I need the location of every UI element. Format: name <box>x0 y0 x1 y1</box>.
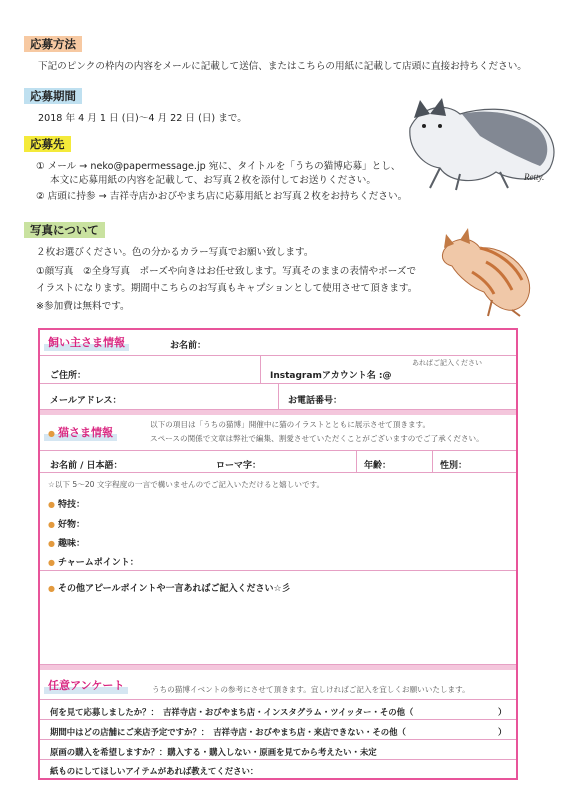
survey-q2-close: ） <box>498 727 507 737</box>
cat-note-2: スペースの関係で文章は弊社で編集、割愛させていただくことがございますのでご了承ください。 <box>150 434 484 443</box>
cat-details-hint: ☆以下 5〜20 文字程度の一言で構いませんのでご記入いただけると嬉しいです。 <box>48 480 325 489</box>
gray-cat-illustration <box>400 88 564 192</box>
photo-line-2: ①顔写真 ②全身写真 ポーズや向きはお任せ致します。写真そのままの表情やポーズで <box>36 266 417 277</box>
phone-field[interactable]: お電話番号： <box>288 396 343 406</box>
instagram-note: あればご記入ください <box>412 359 482 367</box>
destination-line-3: ② 店頭に持参 → 吉祥寺店かおびやまち店に応募用紙とお写真２枚をお持ちください。 <box>36 191 408 202</box>
survey-q1-row <box>40 700 516 720</box>
survey-q4[interactable]: 紙ものにしてほしいアイテムがあれば教えてください： <box>50 766 259 776</box>
photo-line-4: ※参加費は無料です。 <box>36 301 130 312</box>
survey-q4-row <box>40 760 516 778</box>
favorite-food-field[interactable]: ● 好物： <box>48 520 85 530</box>
appeal-box <box>40 571 516 665</box>
survey-section-title: 任意アンケート <box>44 678 128 694</box>
instagram-field[interactable]: Instagramアカウント名 :@ <box>270 371 392 381</box>
method-heading: 応募方法 <box>24 36 82 52</box>
contact-row <box>40 384 516 410</box>
email-field[interactable]: メールアドレス： <box>50 396 122 406</box>
cat-section-title: ● 猫さま情報 <box>44 425 117 441</box>
address-row <box>40 356 516 384</box>
application-form <box>38 328 518 780</box>
cat-name-row <box>40 451 516 473</box>
destination-line-1: ① メール → neko@papermessage.jp 宛に、タイトルを「うちの猫博応募」とし、 <box>36 161 401 172</box>
survey-q3-row <box>40 740 516 760</box>
hobby-field[interactable]: ● 趣味： <box>48 539 85 549</box>
skill-field[interactable]: ● 特技： <box>48 500 85 510</box>
cat-header-row <box>40 415 516 451</box>
paw-icon: ● <box>48 584 55 593</box>
survey-q2[interactable]: 期間中はどの店舗にご来店予定ですか？： 吉祥寺店・おびやまち店・来店できない・その他（ <box>50 727 406 737</box>
survey-q2-row <box>40 720 516 740</box>
cat-note-1: 以下の項目は「うちの猫博」開催中に猫のイラストとともに展示させて頂きます。 <box>150 420 431 429</box>
method-text: 下記のピンクの枠内の内容をメールに記載して送信、またはこちらの用紙に記載して店頭に直接お持ちください。 <box>38 61 527 72</box>
illustration-signature: Retty. <box>524 172 545 182</box>
address-field[interactable]: ご住所： <box>50 371 87 381</box>
destination-heading: 応募先 <box>24 136 71 152</box>
survey-note: うちの猫博イベントの参考にさせて頂きます。宜しければご記入を宜しくお願いいたします。 <box>152 685 470 694</box>
cat-name-field[interactable]: お名前 / 日本語： <box>50 461 123 471</box>
destination-line-2: 本文に応募用紙の内容を記載して、お写真２枚を添付してお送りください。 <box>50 175 376 186</box>
survey-q1[interactable]: 何を見て応募しましたか？： 吉祥寺店・おびやまち店・インスタグラム・ツイッター・その他（ <box>50 707 414 717</box>
cat-roma-field[interactable]: ローマ字： <box>216 461 262 471</box>
period-text: 2018 年 4 月 1 日 (日)〜4 月 22 日 (日) まで。 <box>38 113 247 124</box>
cat-age-field[interactable]: 年齢： <box>364 461 392 471</box>
charm-point-field[interactable]: ● チャームポイント： <box>48 558 139 568</box>
survey-q1-close: ） <box>498 707 507 717</box>
paw-icon: ● <box>48 520 55 529</box>
paw-icon: ● <box>48 539 55 548</box>
paw-icon: ● <box>48 429 55 438</box>
photo-heading: 写真について <box>24 222 105 238</box>
orange-cat-illustration <box>432 222 542 318</box>
owner-name-field[interactable]: お名前： <box>170 341 207 351</box>
cat-details-box <box>40 473 516 571</box>
survey-q3[interactable]: 原画の購入を希望しますか？：購入する・購入しない・原画を見てから考えたい・未定 <box>50 747 377 757</box>
paw-icon: ● <box>48 500 55 509</box>
photo-line-1: ２枚お選びください。色の分かるカラー写真でお願い致します。 <box>36 247 314 258</box>
appeal-field[interactable]: ● その他アピールポイントや一言あればご記入ください☆彡 <box>48 584 291 594</box>
survey-header-row <box>40 670 516 700</box>
owner-section-title: 飼い主さま情報 <box>44 335 129 351</box>
photo-line-3: イラストになります。期間中こちらのお写真もキャプションとして使用させて頂きます。 <box>36 283 418 294</box>
paw-icon: ● <box>48 558 55 567</box>
cat-sex-field[interactable]: 性別： <box>440 461 468 471</box>
owner-name-row <box>40 330 516 356</box>
period-heading: 応募期間 <box>24 88 82 104</box>
